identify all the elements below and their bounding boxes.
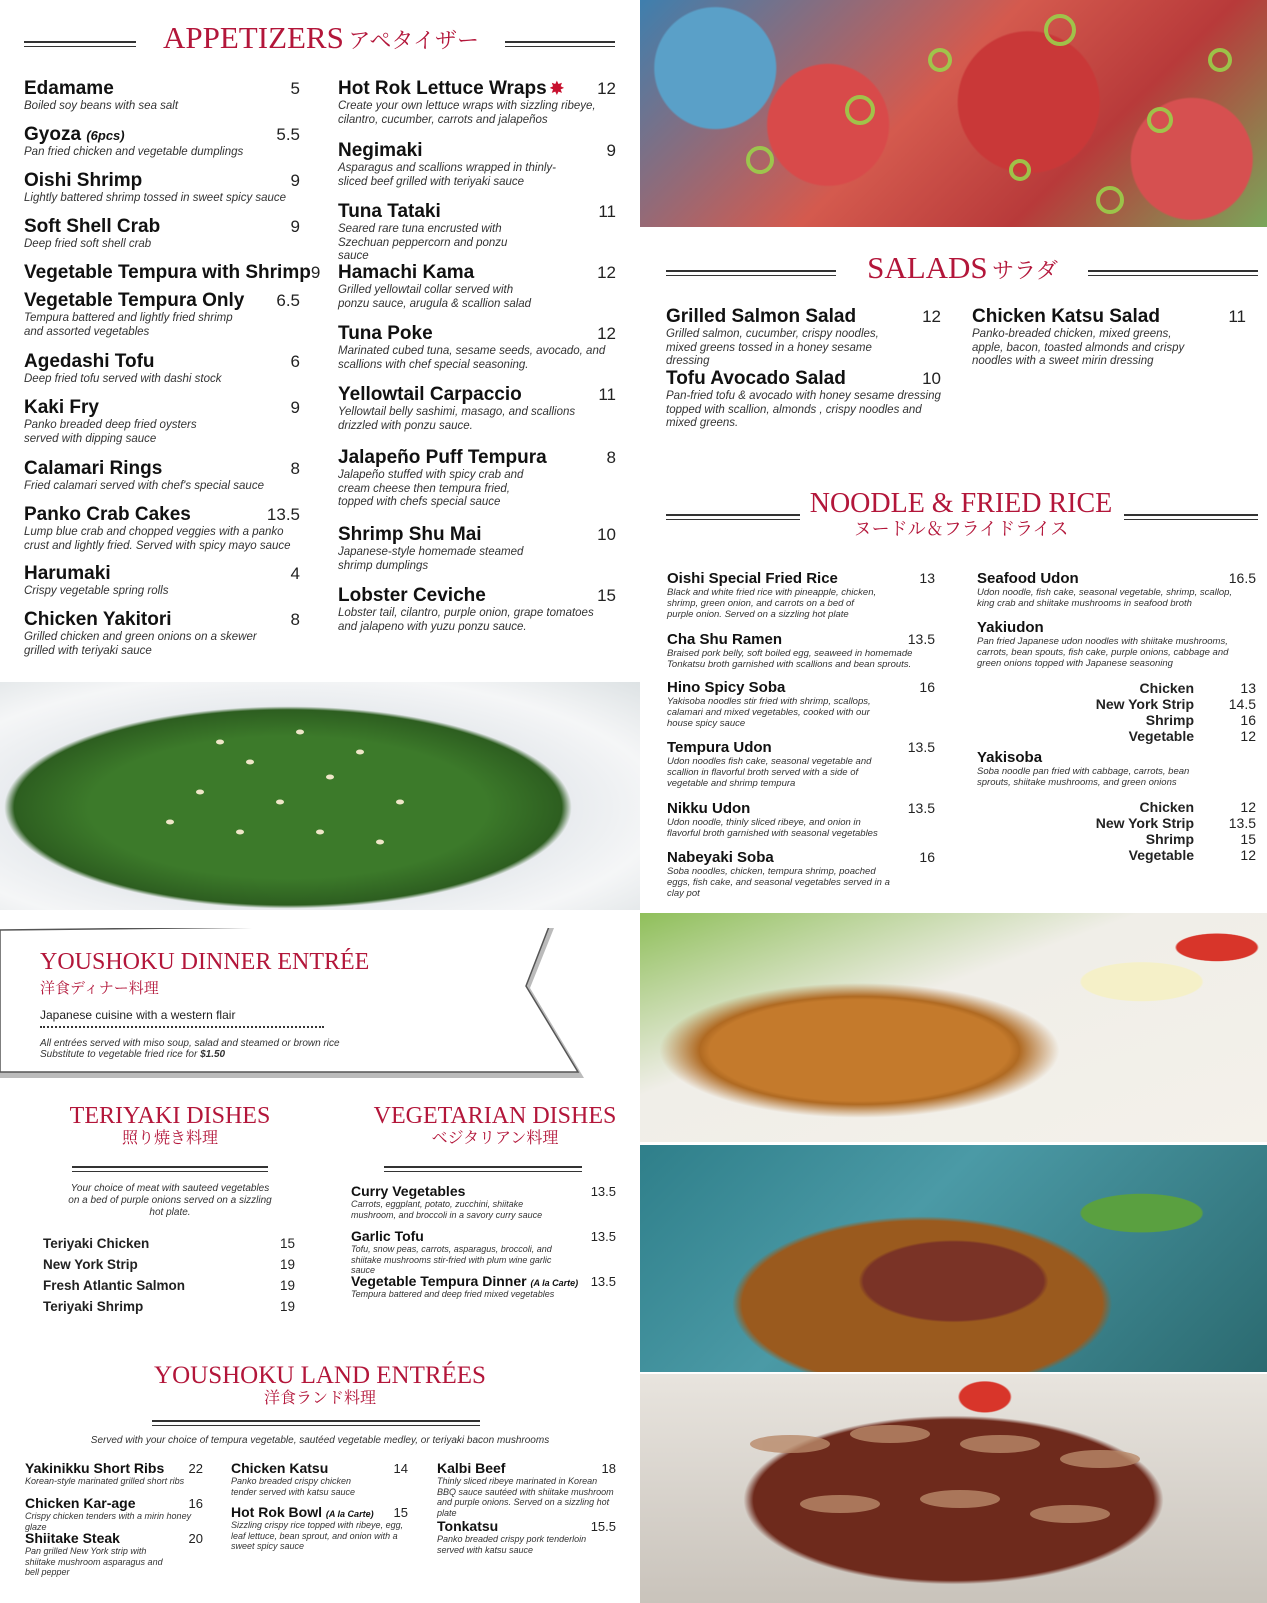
menu-item: Vegetable Tempura Only 6.5 Tempura battered and lightly fried shrimp and assorted vegetables [24, 290, 300, 338]
option-row: Chicken 13 [1139, 680, 1256, 696]
menu-item: Oishi Shrimp 9 Lightly battered shrimp tossed in sweet spicy sauce [24, 170, 300, 204]
kalbi-short-ribs-photo [640, 1374, 1267, 1603]
menu-item: Teriyaki Shrimp 19 [43, 1299, 295, 1314]
menu-item: Nabeyaki Soba 16 Soba noodles, chicken, tempura shrimp, poached eggs, fish cake, and seasonal vegetables served in a clay pot [667, 849, 935, 900]
menu-item: Garlic Tofu 13.5 Tofu, snow peas, carrots, asparagus, broccoli, and shiitake mushrooms stir-fried with plum wine garlic sauce [351, 1228, 616, 1276]
appetizers-rule-right [505, 41, 615, 47]
salads-rule-left [666, 270, 836, 276]
tuna-poke-photo [640, 0, 1267, 227]
teriyaki-list [43, 1233, 295, 1317]
menu-item: New York Strip 19 [43, 1257, 295, 1272]
vegetarian-title: VEGETARIAN DISHES [373, 1103, 617, 1129]
menu-item: Yellowtail Carpaccio 11 Yellowtail belly sashimi, masago, and scallions drizzled with ponzu sauce. [338, 384, 616, 432]
menu-item: Tofu Avocado Salad 10 Pan-fried tofu & avocado with honey sesame dressing topped with scallion, almonds , crispy noodles and mixed greens. [666, 368, 941, 430]
menu-item: Jalapeño Puff Tempura 8 Jalapeño stuffed with spicy crab and cream cheese then tempura fried, topped with chefs special sauce [338, 447, 616, 509]
beef-tataki-photo [640, 1145, 1267, 1372]
appetizers-title-jp: アペタイザー [348, 28, 479, 53]
option-row: Vegetable 12 [1128, 728, 1256, 744]
chicken-katsu-photo [640, 913, 1267, 1142]
land-title: YOUSHOKU LAND ENTRÉES [154, 1362, 486, 1389]
menu-item: Yakinikku Short Ribs 22 Korean-style marinated grilled short ribs [25, 1460, 203, 1486]
menu-item: Yakisoba Soba noodle pan fried with cabbage, carrots, bean sprouts, shiitake mushrooms, and green onions [977, 749, 1190, 789]
noodle-rule-left [666, 514, 800, 520]
sesame-graphic [0, 682, 640, 910]
noodle-title: NOODLE & FRIED RICE [809, 488, 1113, 519]
menu-item: Negimaki 9 Asparagus and scallions wrapped in thinly-sliced beef grilled with teriyaki sauce [338, 140, 616, 188]
teriyaki-rule [72, 1166, 268, 1172]
spicy-star-icon: ✸ [549, 79, 564, 98]
menu-item: Oishi Special Fried Rice 13 Black and white fried rice with pineapple, chicken, shrimp, green onion, and carrots on a bed of purple onion. Served on a sizzling hot plate [667, 570, 935, 621]
land-title-jp: 洋食ランド料理 [263, 1390, 376, 1407]
teriyaki-header [50, 1104, 290, 1147]
land-header [140, 1363, 500, 1407]
yakiudon-options [977, 680, 1256, 744]
menu-item: Edamame 5 Boiled soy beans with sea salt [24, 78, 300, 112]
noodle-header [800, 490, 1122, 538]
youshoku-dinner-tagline: Japanese cuisine with a western flair [40, 1008, 324, 1028]
noodle-rule-right [1124, 514, 1258, 520]
scallion-garnish-graphic [640, 0, 1267, 227]
teriyaki-intro: Your choice of meat with sauteed vegetables on a bed of purple onions served on a sizzling hot plate. [68, 1183, 272, 1218]
menu-item: Hino Spicy Soba 16 Yakisoba noodles stir fried with shrimp, scallops, calamari and mixed vegetables, cooked with our house spicy sauce [667, 679, 935, 730]
menu-item: Shiitake Steak 20 Pan grilled New York strip with shiitake mushroom asparagus and bell pepper [25, 1530, 203, 1578]
menu-item: Curry Vegetables 13.5 Carrots, eggplant, potato, zucchini, shiitake mushroom, and broccoli in a savory curry sauce [351, 1183, 616, 1220]
menu-item: Teriyaki Chicken 15 [43, 1236, 295, 1251]
menu-item: Tuna Poke 12 Marinated cubed tuna, sesame seeds, avocado, and scallions with chef special seasoning. [338, 323, 616, 371]
salads-title-jp: サラダ [992, 258, 1058, 283]
menu-item: Hamachi Kama 12 Grilled yellowtail collar served with ponzu sauce, arugula & scallion salad [338, 262, 616, 310]
rib-bones-graphic [640, 1374, 1267, 1603]
menu-item: Kalbi Beef 18 Thinly sliced ribeye marinated in Korean BBQ sauce sautéed with shiitake mushroom and purple onions. Served on a sizzling hot plate [437, 1460, 616, 1518]
youshoku-dinner-title: YOUSHOKU DINNER ENTRÉE [40, 949, 370, 975]
menu-item: Seafood Udon 16.5 Udon noodle, fish cake, seasonal vegetable, shrimp, scallop, king crab and shiitake mushrooms in seafood broth [977, 570, 1256, 610]
menu-item: Vegetable Tempura Dinner (A la Carte) 13.5 Tempura battered and deep fried mixed vegetables [351, 1273, 616, 1299]
menu-item: Grilled Salmon Salad 12 Grilled salmon, cucumber, crispy noodles, mixed greens tossed in a honey sesame dressing [666, 306, 941, 368]
menu-item: Fresh Atlantic Salmon 19 [43, 1278, 295, 1293]
option-row: New York Strip 13.5 [1095, 815, 1256, 831]
youshoku-dinner-title-jp: 洋食ディナー料理 [40, 981, 159, 998]
menu-item: Cha Shu Ramen 13.5 Braised pork belly, soft boiled egg, seaweed in homemade Tonkatsu broth garnished with scallions and bean sprouts. [667, 631, 935, 671]
menu-item: Tonkatsu 15.5 Panko breaded crispy pork tenderloin served with katsu sauce [437, 1518, 616, 1555]
menu-item: Soft Shell Crab 9 Deep fried soft shell crab [24, 216, 300, 250]
menu-item: Calamari Rings 8 Fried calamari served with chef's special sauce [24, 458, 300, 492]
menu-item: Shrimp Shu Mai 10 Japanese-style homemade steamed shrimp dumplings [338, 524, 616, 572]
option-row: Shrimp 16 [1145, 712, 1256, 728]
teriyaki-title-jp: 照り焼き料理 [121, 1130, 218, 1147]
land-intro: Served with your choice of tempura vegetable, sautéed vegetable medley, or teriyaki bacon mushrooms [90, 1435, 550, 1446]
vegetarian-header [355, 1104, 635, 1147]
youshoku-dinner-banner [40, 950, 520, 1060]
menu-item: Chicken Kar-age 16 Crispy chicken tenders with a mirin honey glaze [25, 1495, 203, 1532]
menu-item: Gyoza (6pcs) 5.5 Pan fried chicken and vegetable dumplings [24, 124, 300, 158]
menu-item: Nikku Udon 13.5 Udon noodle, thinly sliced ribeye, and onion in flavorful broth garnished with seasonal vegetables [667, 800, 935, 840]
menu-item: Tempura Udon 13.5 Udon noodles fish cake, seasonal vegetable and scallion in flavorful broth served with a side of vegetable and shrimp tempura [667, 739, 935, 790]
salads-rule-right [1088, 270, 1258, 276]
menu-item: Chicken Yakitori 8 Grilled chicken and green onions on a skewer grilled with teriyaki sauce [24, 609, 300, 657]
menu-item: Panko Crab Cakes 13.5 Lump blue crab and chopped veggies with a panko crust and lightly fried. Served with spicy mayo sauce [24, 504, 300, 552]
salads-header [840, 250, 1085, 286]
appetizers-header [140, 20, 502, 56]
option-row: Vegetable 12 [1128, 847, 1256, 863]
vegetarian-title-jp: ベジタリアン料理 [431, 1130, 559, 1147]
option-row: Shrimp 15 [1145, 831, 1256, 847]
menu-item: Yakiudon Pan fried Japanese udon noodles with shiitake mushrooms, carrots, bean spouts, fish cake, purple onions, cabbage and green onions topped with Japanese seasoning [977, 619, 1229, 670]
menu-item: Chicken Katsu Salad 11 Panko-breaded chicken, mixed greens, apple, bacon, toasted almonds and crispy noodles with a sweet mirin dressing [972, 306, 1246, 368]
appetizers-rule-left [24, 41, 136, 47]
menu-item: Harumaki 4 Crispy vegetable spring rolls [24, 563, 300, 597]
appetizers-title: APPETIZERS [163, 20, 344, 55]
menu-item: Hot Rok Lettuce Wraps ✸ 12 Create your own lettuce wraps with sizzling ribeye, cilantro, cucumber, carrots and jalapeños [338, 78, 616, 126]
option-row: New York Strip 14.5 [1095, 696, 1256, 712]
land-rule [152, 1420, 480, 1426]
yakisoba-options [977, 799, 1256, 863]
menu-item: Lobster Ceviche 15 Lobster tail, cilantro, purple onion, grape tomatoes and jalapeno with yuzu ponzu sauce. [338, 585, 616, 633]
youshoku-dinner-note: All entrées served with miso soup, salad and steamed or brown rice [40, 1038, 340, 1050]
menu-item: Chicken Katsu 14 Panko breaded crispy chicken tender served with katsu sauce [231, 1460, 408, 1497]
noodle-title-jp: ヌードル＆フライドライス [853, 519, 1069, 539]
teriyaki-title: TERIYAKI DISHES [69, 1103, 271, 1129]
salads-title: SALADS [867, 250, 988, 285]
youshoku-dinner-substitute-note: Substitute to vegetable fried rice for $1.50 [40, 1049, 226, 1061]
menu-item: Kaki Fry 9 Panko breaded deep fried oysters served with dipping sauce [24, 397, 300, 445]
menu-item: Tuna Tataki 11 Seared rare tuna encrusted with Szechuan peppercorn and ponzu sauce [338, 201, 616, 263]
seaweed-salad-photo [0, 682, 640, 910]
menu-item: Agedashi Tofu 6 Deep fried tofu served with dashi stock [24, 351, 300, 385]
vegetarian-rule [384, 1166, 582, 1172]
option-row: Chicken 12 [1139, 799, 1256, 815]
menu-item: Vegetable Tempura with Shrimp 9 [24, 262, 321, 283]
menu-item: Hot Rok Bowl (A la Carte) 15 Sizzling crispy rice topped with ribeye, egg, leaf lettuce, bean sprout, and onion with a sweet spicy sauce [231, 1504, 408, 1552]
